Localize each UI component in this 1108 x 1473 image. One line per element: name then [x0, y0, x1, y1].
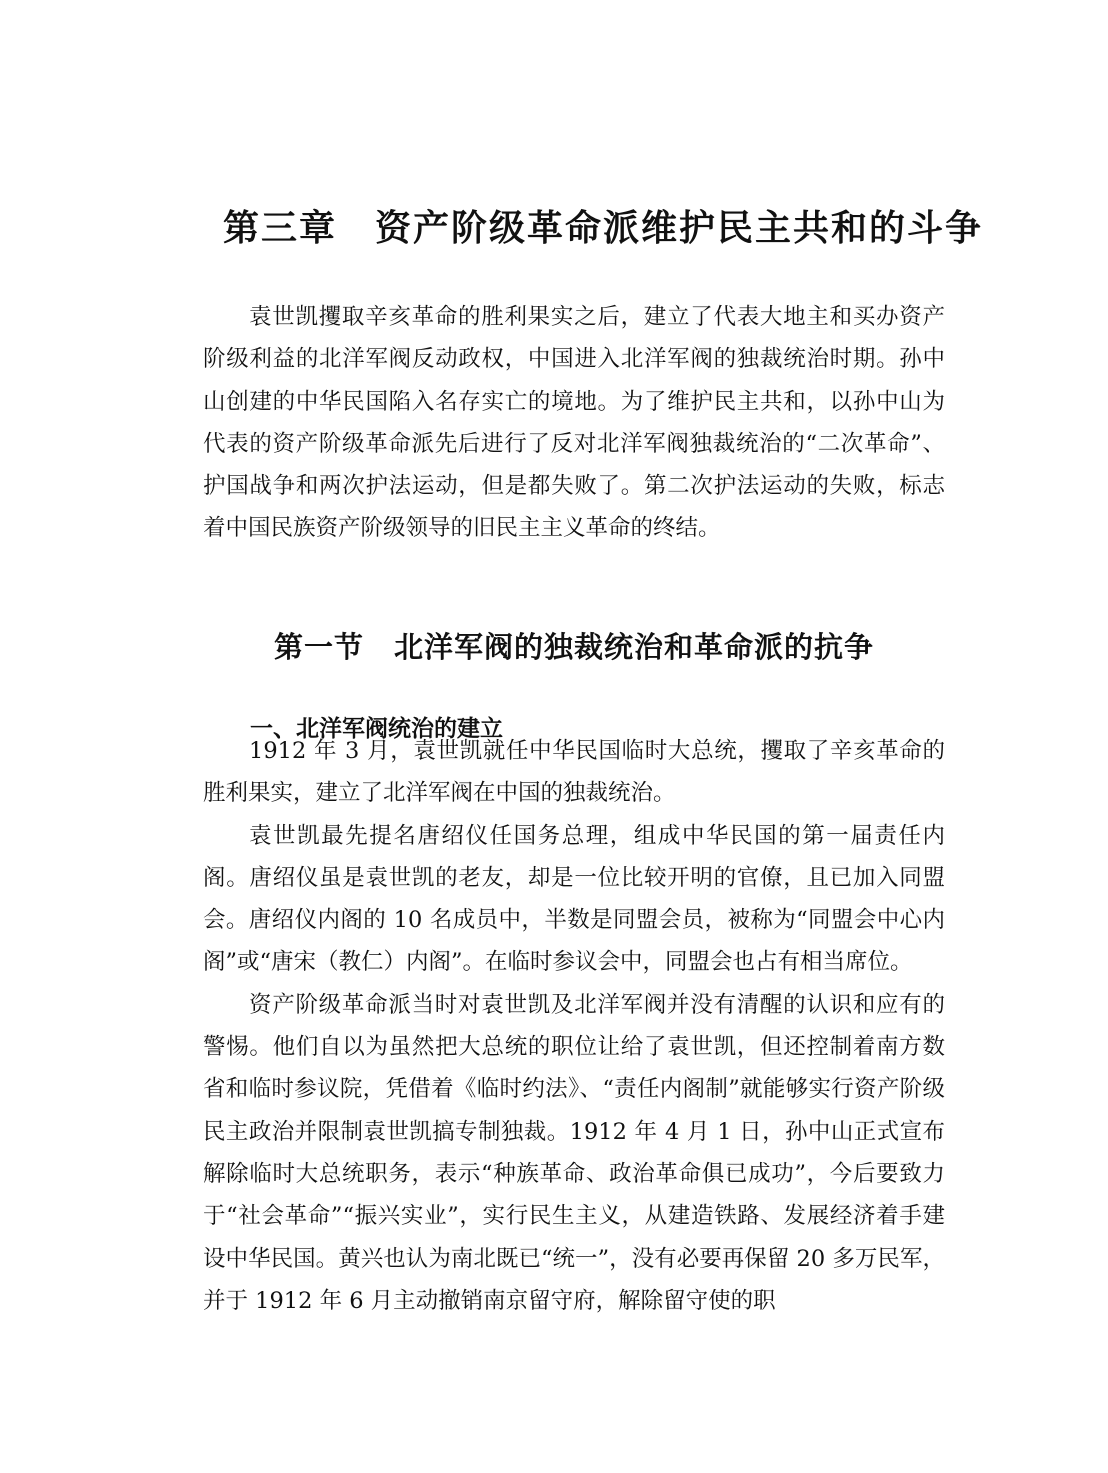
body-paragraph: 资产阶级革命派当时对袁世凯及北洋军阀并没有清醒的认识和应有的警惕。他们自以为虽然把大总统的职位让给了袁世凯，但还控制着南方数省和临时参议院，凭借着《临时约法》、“责任内阁制”就能够实行资产阶级民主政治并限制袁世凯搞专制独裁。1912 年 4 月 1 日，孙中山正式宣布解除临时大总统职务，表示“种族革命、政治革命俱已成功”，今后要致力于“社会革命”“振兴实业”，实行民生主义，从建造铁路、发展经济着手建设中华民国。黄兴也认为南北既已“统一”，没有必要再保留 20 多万民军，并于 1912 年 6 月主动撤销南京留守府，解除留守使的职: [203, 991, 945, 1314]
section-title: 第一节 北洋军阀的独裁统治和革命派的抗争: [273, 630, 874, 665]
chapter-title: 第三章 资产阶级革命派维护民主共和的斗争: [223, 207, 984, 250]
chapter-introduction: [203, 296, 945, 550]
body-paragraph: 1912 年 3 月，袁世凯就任中华民国临时大总统，攫取了辛亥革命的胜利果实，建立了北洋军阀在中国的独裁统治。: [203, 738, 945, 807]
section-body: [203, 730, 945, 1322]
intro-paragraph: 袁世凯攫取辛亥革命的胜利果实之后，建立了代表大地主和买办资产阶级利益的北洋军阀反动政权，中国进入北洋军阀的独裁统治时期。孙中山创建的中华民国陷入名存实亡的境地。为了维护民主共和，以孙中山为代表的资产阶级革命派先后进行了反对北洋军阀独裁统治的“二次革命”、护国战争和两次护法运动，但是都失败了。第二次护法运动的失败，标志着中国民族资产阶级领导的旧民主主义革命的终结。: [203, 304, 945, 542]
subsection-title: 一、北洋军阀统治的建立: [250, 716, 503, 742]
body-paragraph: 袁世凯最先提名唐绍仪任国务总理，组成中华民国的第一届责任内阁。唐绍仪虽是袁世凯的老友，却是一位比较开明的官僚，且已加入同盟会。唐绍仪内阁的 10 名成员中，半数是同盟会员，被称为“同盟会中心内阁”或“唐宋（教仁）内阁”。在临时参议会中，同盟会也占有相当席位。: [203, 822, 945, 976]
